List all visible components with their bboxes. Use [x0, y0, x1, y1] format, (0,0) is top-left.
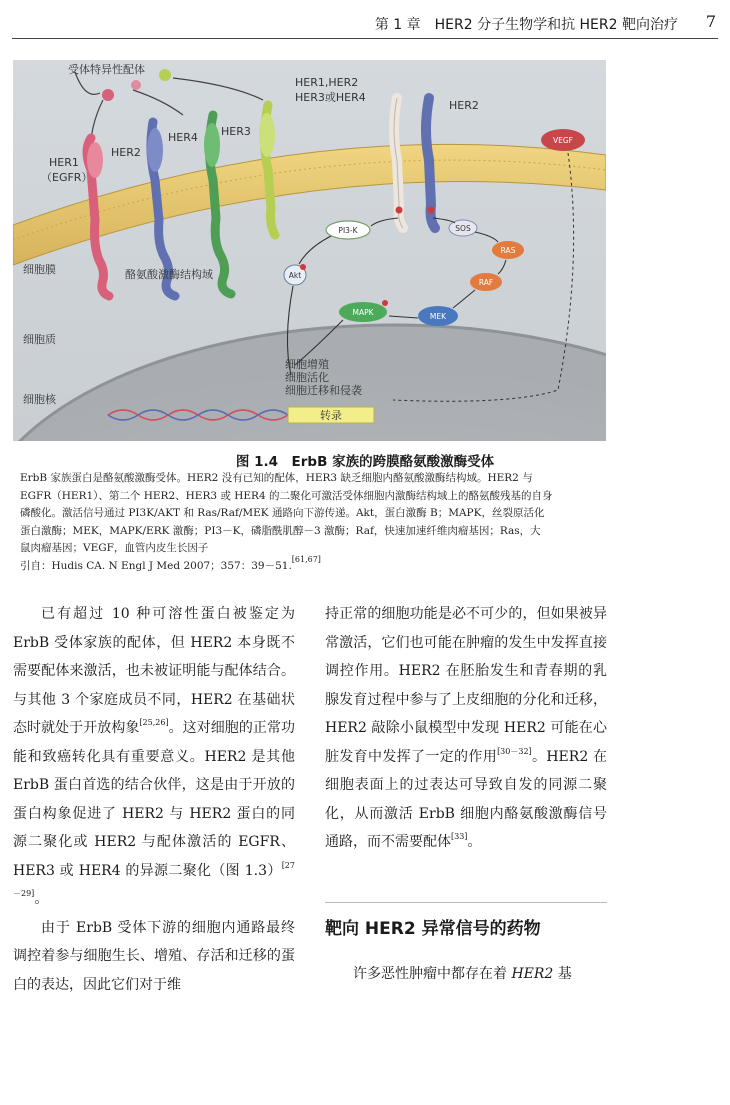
chapter-title: 第 1 章 HER2 分子生物学和抗 HER2 靶向治疗 [374, 17, 678, 33]
her3-label: HER3 [221, 125, 251, 138]
ligand-pink [131, 80, 141, 90]
reference: [25,26] [139, 718, 169, 727]
ligand-green [159, 69, 171, 81]
body-paragraph-1: 已有超过 10 种可溶性蛋白被鉴定为 ErbB 受体家族的配体，但 HER2 本身既不需要配体来激活，也未被证明能与配体结合。与其他 3 个家庭成员不同，HER2 在基础状态时就处于开放构象[25,26]。这对细胞的正常功能和致癌转化具有重要意义。HER2 是其他 ErbB 蛋白首选的结合伙伴，这是由于开放的蛋白构象促进了 HER2 与 HER2 蛋白的同源二聚化或 HER2 与配体激活的 EGFR、HER3 或 HER4 的异源二聚化（图 1.3）[27－29]。 [13, 606, 295, 907]
figure-number: 图 1.4 [235, 454, 279, 470]
body-column-left [13, 600, 295, 999]
page-number: 7 [705, 12, 716, 31]
legend-line: 鼠肉瘤基因；VEGF，血管内皮生长因子 [20, 542, 209, 554]
figure-caption [0, 450, 730, 470]
body-paragraph-2-cont: 持正常的细胞功能是必不可少的，但如果被异常激活，它们也可能在肿瘤的发生中发挥直接调控作用。HER2 在胚胎发生和青春期的乳腺发育过程中参与了上皮细胞的分化和迁移，HER2 敲除小鼠模型中发现 HER2 可能在心脏发育中发挥了一定的作用[30－32]。HER2 在细胞表面上的过表达可导致自发的同源二聚化，从而激活 ErbB 细胞内酪氨酸激酶信号通路，而不需要配体[33]。 [325, 606, 608, 850]
mapk-label: MAPK [352, 308, 374, 317]
egfr-label: （EGFR） [41, 171, 93, 184]
membrane-label: 细胞膜 [23, 263, 56, 276]
her2-right-label: HER2 [449, 99, 479, 112]
reference: [27－29] [13, 860, 295, 898]
pi3k-label: PI3-K [338, 226, 358, 235]
body-paragraph-3: 许多恶性肿瘤中都存在着 HER2 基 [353, 966, 572, 982]
her4-label: HER4 [168, 131, 198, 144]
reference: [33] [451, 832, 468, 841]
reference: [30－32] [497, 746, 532, 756]
ligand-label: 受体特异性配体 [68, 63, 145, 76]
akt-label: Akt [288, 271, 302, 280]
citation-refs: [61,67] [291, 554, 321, 564]
section-heading: 靶向 HER2 异常信号的药物 [325, 919, 541, 939]
her2-left-label: HER2 [111, 146, 141, 159]
outcome-migration: 细胞迁移和侵袭 [285, 384, 362, 397]
sos-label: SOS [455, 224, 471, 233]
cytoplasm-label: 细胞质 [23, 333, 56, 346]
outcome-activation: 细胞活化 [285, 371, 329, 384]
erbb-figure [13, 60, 606, 441]
legend-citation: 引自：Hudis CA. N Engl J Med 2007；357：39－51.[61,67] [20, 554, 321, 572]
her1-label: HER1 [49, 156, 79, 169]
dimer-label-line1: HER1,HER2 [295, 76, 359, 89]
raf-label: RAF [478, 278, 494, 287]
section-divider [325, 902, 607, 903]
ligand-red [102, 89, 114, 101]
mek-label: MEK [429, 312, 447, 321]
body-column-right [325, 600, 607, 857]
body-paragraph-2-start: 由于 ErbB 受体下游的细胞内通路最终调控着参与细胞生长、增殖、存活和迁移的蛋白的表达，因此它们对于维 [13, 919, 295, 993]
transcription-label: 转录 [320, 409, 342, 422]
outcome-proliferation: 细胞增殖 [285, 358, 329, 371]
figure-legend [20, 470, 605, 575]
legend-line: ErbB 家族蛋白是酪氨酸激酶受体。HER2 没有已知的配体，HER3 缺乏细胞内酪氨酸激酶结构域。HER2 与 [20, 472, 533, 484]
dimer-label-line2: HER3或HER4 [295, 91, 366, 104]
vegf-label: VEGF [553, 136, 573, 145]
erbb-illustration [13, 60, 606, 441]
gene-name: HER2 [511, 966, 554, 982]
legend-line: 磷酸化。激活信号通过 PI3K/AKT 和 Ras/Raf/MEK 通路向下游传递。Akt，蛋白激酶 B；MAPK，丝裂原活化 [20, 507, 545, 519]
legend-line: EGFR（HER1）、第二个 HER2、HER3 或 HER4 的二聚化可激活受体细胞内激酶结构域上的酪氨酸残基的自身 [20, 489, 553, 502]
legend-line: 蛋白激酶；MEK，MAPK/ERK 激酶；PI3－K，磷脂酰肌醇－3 激酶；Raf，快速加速纤维肉瘤基因；Ras，大 [20, 524, 541, 537]
nucleus-label: 细胞核 [23, 393, 56, 406]
kinase-domain-label: 酪氨酸激酶结构域 [125, 268, 213, 281]
running-header [12, 8, 718, 39]
ras-label: RAS [500, 246, 516, 255]
figure-title: ErbB 家族的跨膜酪氨酸激酶受体 [291, 454, 495, 470]
